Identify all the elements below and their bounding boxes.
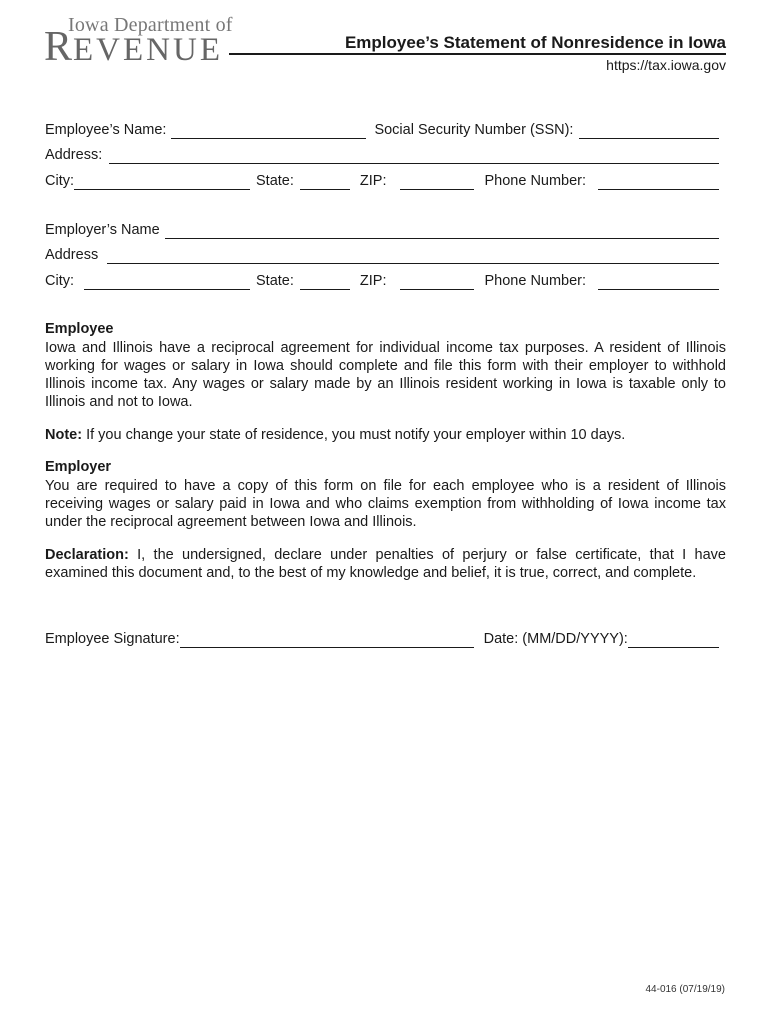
employer-city-field[interactable] [84,273,250,290]
employee-city-field[interactable] [74,173,250,190]
employee-state-field[interactable] [300,173,350,190]
employer-state-label: State: [256,273,294,289]
employer-name-row [45,217,719,239]
note-label: Note: [45,427,83,443]
employee-name-field[interactable] [171,122,366,139]
form-code: 44-016 (07/19/19) [645,984,725,995]
employee-section-text: Iowa and Illinois have a reciprocal agreement for individual income tax purposes. A resident of Illinois working for wages or salary in Iowa should complete and file this form with their employer to withhold Illinois income tax. Any wages or salary made by an Illinois resident working in Iowa is taxable only to Illinois and not to Iowa. [45,340,726,410]
employee-name-row [45,117,719,139]
employee-state-label: State: [256,173,294,189]
employer-state-field[interactable] [300,273,350,290]
logo-rest-letters: EVENUE [73,32,223,68]
employee-address-row [45,142,719,164]
note-text: If you change your state of residence, you must notify your employer within 10 days. [82,427,626,443]
signature-field[interactable] [180,631,474,648]
employee-section-heading: Employee [45,321,114,337]
employer-city-row [45,268,719,290]
employee-phone-field[interactable] [598,173,719,190]
employee-phone-label: Phone Number: [484,173,587,189]
employer-zip-field[interactable] [400,273,474,290]
employer-section-text: You are required to have a copy of this form on file for each employee who is a resident of Illinois receiving wages or salary paid in Iowa and who claims exemption from withholding of Iowa income tax under the reciprocal agreement between Iowa and Illinois. [45,478,726,530]
employee-name-label: Employee’s Name: [45,122,167,138]
employee-city-label: City: [45,173,74,189]
employer-address-row [45,242,719,264]
form-url: https://tax.iowa.gov [606,57,726,73]
employer-address-label: Address [45,247,99,263]
employee-zip-label: ZIP: [359,173,387,189]
employer-name-field[interactable] [165,222,719,239]
employee-city-row [45,168,719,190]
employee-address-field[interactable] [109,147,719,164]
declaration-paragraph [45,546,726,582]
agency-logo-wordmark [44,24,223,73]
employer-phone-field[interactable] [598,273,719,290]
employer-phone-label: Phone Number: [484,273,587,289]
logo-big-letter: R [44,24,74,70]
declaration-label: Declaration: [45,547,129,563]
employee-address-label: Address: [45,147,103,163]
signature-label: Employee Signature: [45,631,180,647]
employee-zip-field[interactable] [400,173,474,190]
title-rule [229,53,726,55]
employer-section-heading: Employer [45,459,112,475]
ssn-field[interactable] [579,122,719,139]
employer-address-field[interactable] [107,247,719,264]
date-label: Date: (MM/DD/YYYY): [483,631,628,647]
note-paragraph [45,426,726,444]
form-title: Employee’s Statement of Nonresidence in Iowa [344,33,726,52]
signature-row [45,626,719,648]
employer-name-label: Employer’s Name [45,222,160,238]
date-field[interactable] [628,631,719,648]
employer-city-label: City: [45,273,74,289]
employer-zip-label: ZIP: [359,273,387,289]
declaration-text: I, the undersigned, declare under penalties of perjury or false certificate, that I have examined this document and, to the best of my knowledge and belief, it is true, correct, and complete. [45,547,726,581]
ssn-label: Social Security Number (SSN): [374,122,574,138]
agency-logo-top-line: Iowa Department of [68,14,233,36]
